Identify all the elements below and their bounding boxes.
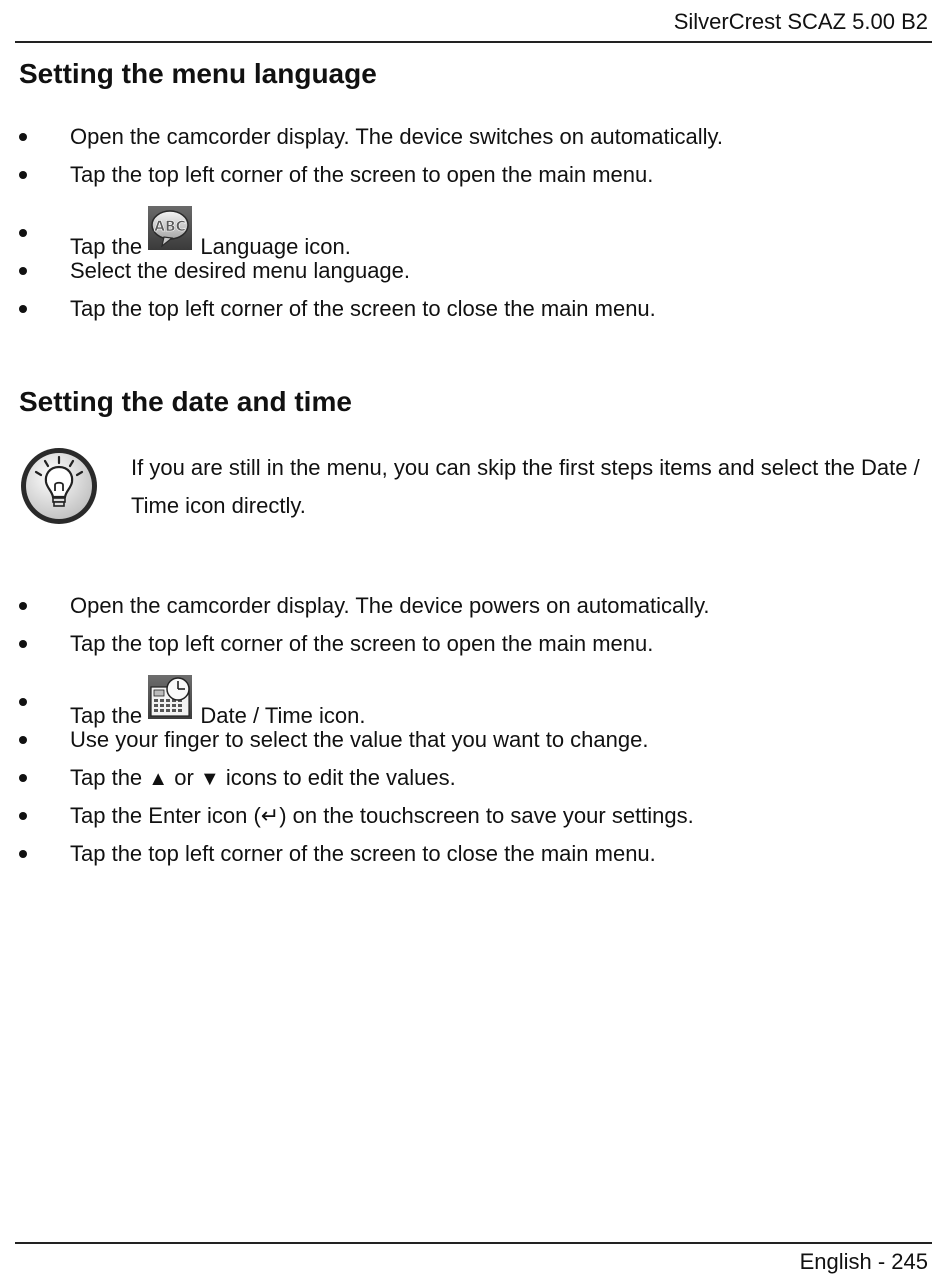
step-text-after: icons to edit the values. xyxy=(225,765,456,790)
menu-language-steps xyxy=(0,118,930,328)
list-item xyxy=(0,156,930,194)
tip-text: If you are still in the menu, you can skip the first steps items and select the Date / Time icon directly. xyxy=(131,455,920,518)
list-item xyxy=(0,290,930,328)
list-item xyxy=(0,252,930,290)
down-arrow-icon: ▼ xyxy=(199,768,220,790)
bullet xyxy=(19,640,27,648)
step-text: Tap the top left corner of the screen to close the main menu. xyxy=(70,841,656,866)
list-item xyxy=(0,797,930,835)
list-item xyxy=(0,118,930,156)
bullet xyxy=(19,736,27,744)
list-item xyxy=(0,663,930,728)
list-item xyxy=(0,721,930,759)
list-item xyxy=(0,835,930,873)
list-item xyxy=(0,759,930,797)
step-text-after: Language icon. xyxy=(200,234,351,259)
step-text-after: Date / Time icon. xyxy=(200,703,366,728)
footer-rule xyxy=(15,1242,932,1244)
language-abc-icon xyxy=(148,206,192,250)
step-text: Tap the top left corner of the screen to open the main menu. xyxy=(70,631,654,656)
step-text-middle: or xyxy=(174,765,194,790)
up-arrow-icon: ▲ xyxy=(148,768,169,790)
step-text-before: Tap the xyxy=(70,765,143,790)
step-text: Open the camcorder display. The device switches on automatically. xyxy=(70,124,723,149)
date-time-steps xyxy=(0,587,930,873)
svg-text:ABC: ABC xyxy=(154,219,187,235)
header-rule xyxy=(15,41,932,43)
step-text: Tap the top left corner of the screen to open the main menu. xyxy=(70,162,654,187)
step-text: Select the desired menu language. xyxy=(70,258,411,283)
bullet xyxy=(19,812,27,820)
bullet xyxy=(19,850,27,858)
date-time-icon xyxy=(148,675,192,719)
bullet xyxy=(19,774,27,782)
bullet xyxy=(19,602,27,610)
bullet xyxy=(19,305,27,313)
list-item xyxy=(0,194,930,259)
step-text: Use your finger to select the value that you want to change. xyxy=(70,727,649,752)
bullet xyxy=(19,698,27,706)
list-item xyxy=(0,587,930,625)
list-item xyxy=(0,625,930,663)
bullet xyxy=(19,171,27,179)
document-header: SilverCrest SCAZ 5.00 B2 xyxy=(673,9,928,34)
bullet xyxy=(19,229,27,237)
lightbulb-icon xyxy=(18,445,100,527)
step-text: Tap the Enter icon (↵) on the touchscreen to save your settings. xyxy=(70,803,694,828)
step-text-before: Tap the xyxy=(70,234,143,259)
section-heading-date-time: Setting the date and time xyxy=(19,386,352,417)
section-heading-menu-language: Setting the menu language xyxy=(19,58,377,89)
bullet xyxy=(19,133,27,141)
step-text: Tap the top left corner of the screen to close the main menu. xyxy=(70,296,656,321)
step-text: Open the camcorder display. The device powers on automatically. xyxy=(70,593,710,618)
step-text-before: Tap the xyxy=(70,703,143,728)
page-number: English - 245 xyxy=(799,1249,928,1274)
bullet xyxy=(19,267,27,275)
